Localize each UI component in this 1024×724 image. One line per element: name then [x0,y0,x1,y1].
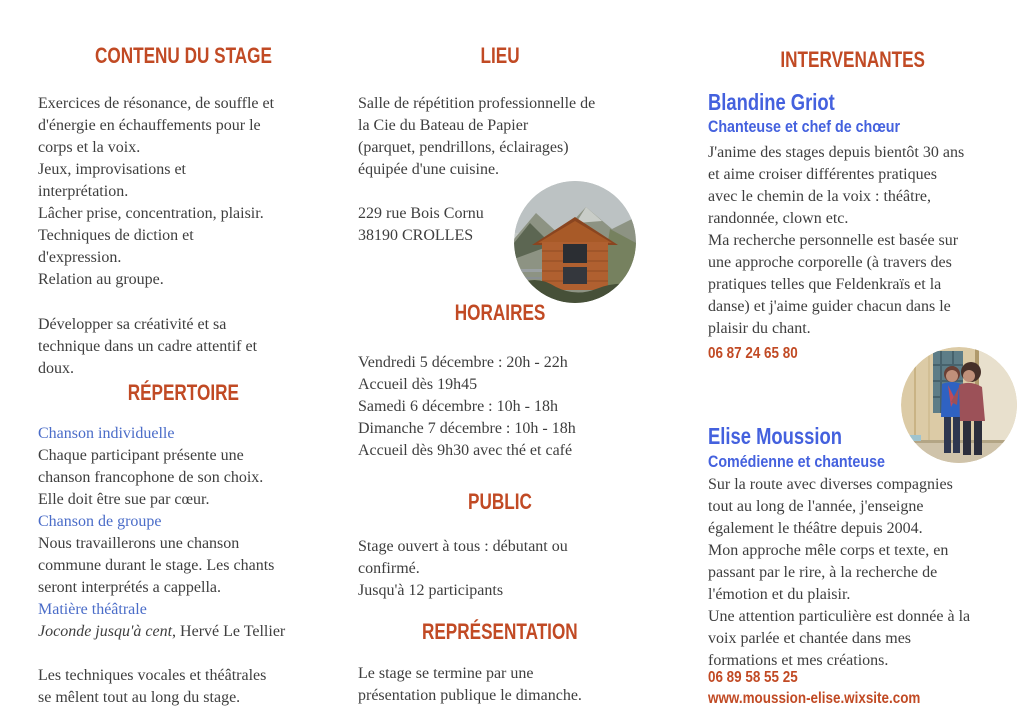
person-name-elise: Elise Moussion [708,423,842,449]
representation-heading-text: REPRÉSENTATION [422,619,578,644]
person-role-elise: Comédienne et chanteuse [708,452,885,471]
person-bio-elise: Sur la route avec diverses compagnies tout au long de l'année, j'enseigne également le théâtre depuis 2004. Mon approche mêle corps et texte, en passant par le rire, à la recherche de l'émotion et du plaisir. Une attention particulière est donnée à la voix parlée et chantée dans mes formations et mes créations. [708,476,971,669]
house-photo [514,181,636,303]
work-author: , Hervé Le Tellier [172,623,286,640]
section-heading-contenu [38,44,328,68]
repertoire-body [38,423,330,709]
schedule-block: Vendredi 5 décembre : 20h - 22h Accueil dès 19h45 Samedi 6 décembre : 10h - 18h Dimanche 7 décembre : 10h - 18h Accueil dès 9h30 avec thé et café [358,354,576,459]
public-heading-text: PUBLIC [468,489,532,514]
work-title: Joconde jusqu'à cent [38,623,173,640]
contenu-heading-text: CONTENU DU STAGE [94,43,272,68]
section-heading-representation [358,620,642,644]
repertoire-work-line [38,621,330,643]
person-role-blandine: Chanteuse et chef de chœur [708,117,901,136]
lieu-paragraph: Salle de répétition professionnelle de la Cie du Bateau de Papier (parquet, pendrillons, éclairages) équipée d'une cuisine. [358,95,596,178]
duo-photo [901,347,1017,463]
repertoire-text-2: Nous travaillerons une chanson commune durant le stage. Les chants seront interprétés a cappella. [38,535,275,596]
address-line-1: 229 rue Bois Cornu [358,205,484,222]
section-heading-repertoire [38,381,328,405]
repertoire-heading-text: RÉPERTOIRE [127,380,239,405]
repertoire-subhead-chanson-de-groupe: Chanson de groupe [38,513,162,530]
public-paragraph: Stage ouvert à tous : débutant ou confirmé. Jusqu'à 12 participants [358,538,568,599]
repertoire-footer: Les techniques vocales et théâtrales se mêlent tout au long du stage. [38,667,267,706]
repertoire-subhead-chanson-individuelle: Chanson individuelle [38,425,175,442]
house-photo-graphic [514,181,636,303]
person-name-blandine: Blandine Griot [708,89,835,115]
duo-photo-graphic [901,347,1017,463]
section-heading-intervenantes [708,48,998,72]
section-heading-public [358,490,642,514]
section-heading-horaires [358,301,642,325]
contenu-intro2-paragraph: Développer sa créativité et sa technique dans un cadre attentif et doux. [38,316,258,377]
representation-paragraph: Le stage se termine par une présentation publique le dimanche. [358,665,582,704]
phone-blandine: 06 87 24 65 80 [708,345,798,362]
section-heading-lieu [358,44,642,68]
intervenantes-heading-text: INTERVENANTES [780,47,926,72]
website-link: www.moussion-elise.wixsite.com [708,690,921,707]
contenu-intro-paragraph: Exercices de résonance, de souffle et d'énergie en échauffements pour le corps et la voix. Jeux, improvisations et interprétation. Lâcher prise, concentration, plaisir. Techniques de diction et d'expression. Relation au groupe. [38,95,275,288]
repertoire-subhead-matiere-theatrale: Matière théâtrale [38,601,147,618]
horaires-heading-text: HORAIRES [454,300,546,325]
phone-elise: 06 89 58 55 25 [708,669,798,686]
person-bio-blandine: J'anime des stages depuis bientôt 30 ans et aime croiser différentes pratiques avec le chemin de la voix : théâtre, randonnée, clown etc. Ma recherche personnelle est basée sur une approche corporelle (à travers des pratiques telles que Feldenkraïs et la danse) et j'aime guider chacun dans le plaisir du chant. [708,144,965,337]
repertoire-text-1: Chaque participant présente une chanson francophone de son choix. Elle doit être sue par cœur. [38,447,264,508]
lieu-heading-text: LIEU [480,43,520,68]
address-line-2: 38190 CROLLES [358,227,474,244]
